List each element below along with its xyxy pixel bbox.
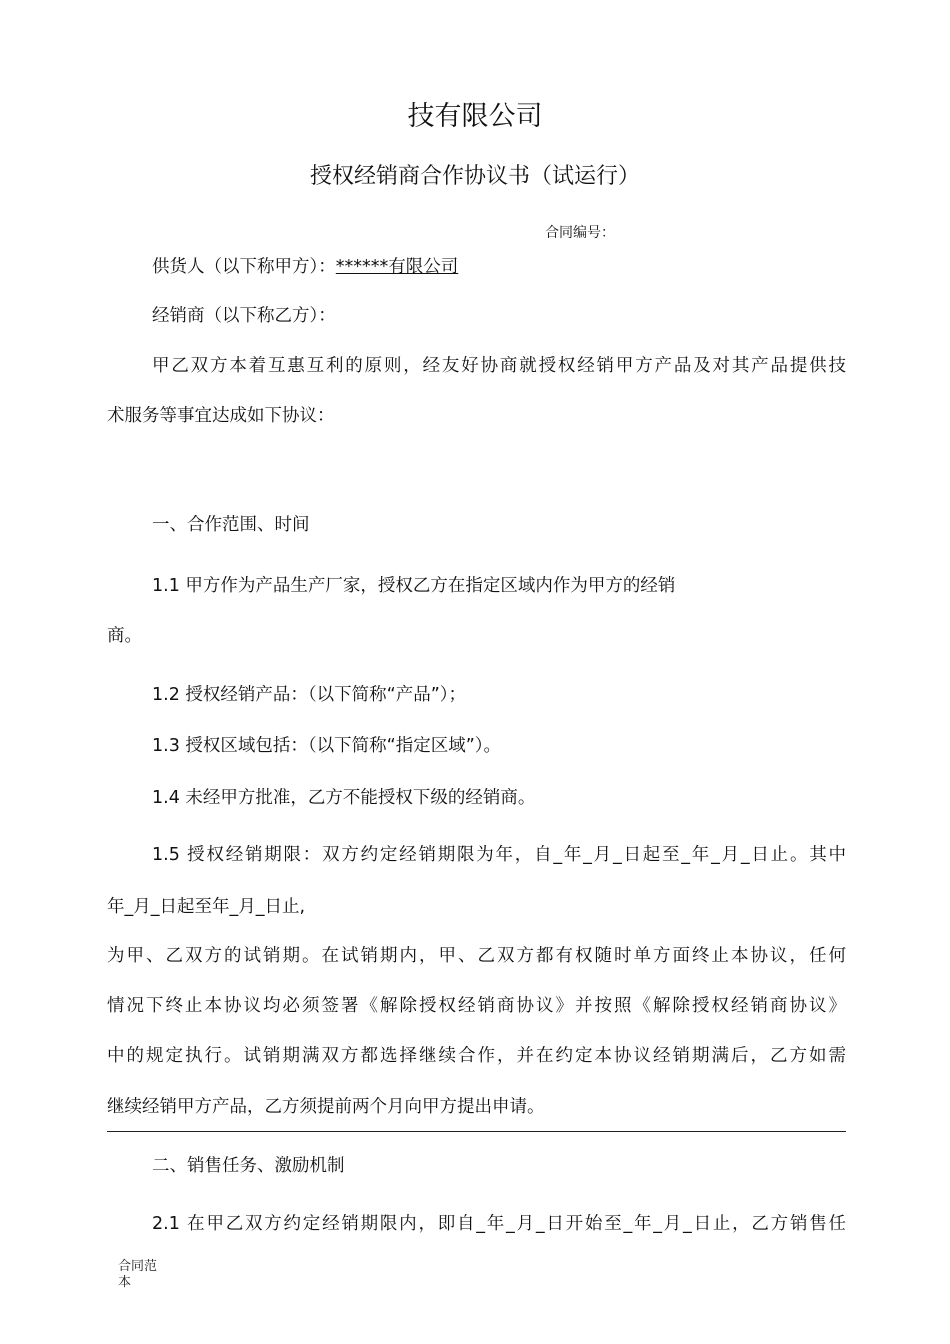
document-title: 授权经销商合作协议书（试运行） [309,164,640,189]
clause-1-5-line-5: 中的规定执行。试销期满双方都选择继续合作，并在约定本协议经销期满后，乙方如需 [107,1046,846,1066]
contract-number-label: 合同编号： [545,225,615,241]
clause-1-3: 1.3 授权区域包括：（以下简称“指定区域”）。 [152,736,502,756]
footer-label: 合同范本 [118,1259,158,1290]
section-divider [107,1131,846,1132]
clause-1-1-line-1: 1.1 甲方作为产品生产厂家，授权乙方在指定区域内作为甲方的经销 [152,576,676,596]
supplier-label: 供货人（以下称甲方）： [152,257,336,277]
intro-line-1: 甲乙双方本着互惠互利的原则，经友好协商就授权经销甲方产品及对其产品提供技 [152,356,846,376]
intro-line-2: 术服务等事宜达成如下协议： [107,406,335,426]
supplier-name: ******有限公司 [335,257,459,277]
section-2-heading: 二、销售任务、激励机制 [152,1156,345,1176]
clause-1-5-line-2: 年_月_日起至年_月_日止, [107,897,306,917]
clause-1-5-line-1: 1.5 授权经销期限：双方约定经销期限为年，自_年_月_日起至_年_月_日止。其中 [152,845,846,865]
clause-1-5-line-6: 继续经销甲方产品，乙方须提前两个月向甲方提出申请。 [107,1097,545,1117]
clause-1-4: 1.4 未经甲方批准，乙方不能授权下级的经销商。 [152,788,536,808]
section-1-heading: 一、合作范围、时间 [152,515,310,535]
clause-2-1-line-1: 2.1 在甲乙双方约定经销期限内，即自_年_月_日开始至_年_月_日止，乙方销售任 [152,1214,846,1234]
clause-1-5-line-3: 为甲、乙双方的试销期。在试销期内，甲、乙双方都有权随时单方面终止本协议，任何 [107,946,846,966]
supplier-line [152,255,458,279]
company-name: 技有限公司 [407,101,543,132]
clause-1-5-line-4: 情况下终止本协议均必须签署《解除授权经销商协议》并按照《解除授权经销商协议》 [107,996,846,1016]
clause-1-1-line-2: 商。 [107,626,142,646]
clause-1-2: 1.2 授权经销产品：（以下简称“产品”）； [152,685,467,705]
dealer-label: 经销商（以下称乙方）： [152,306,336,326]
